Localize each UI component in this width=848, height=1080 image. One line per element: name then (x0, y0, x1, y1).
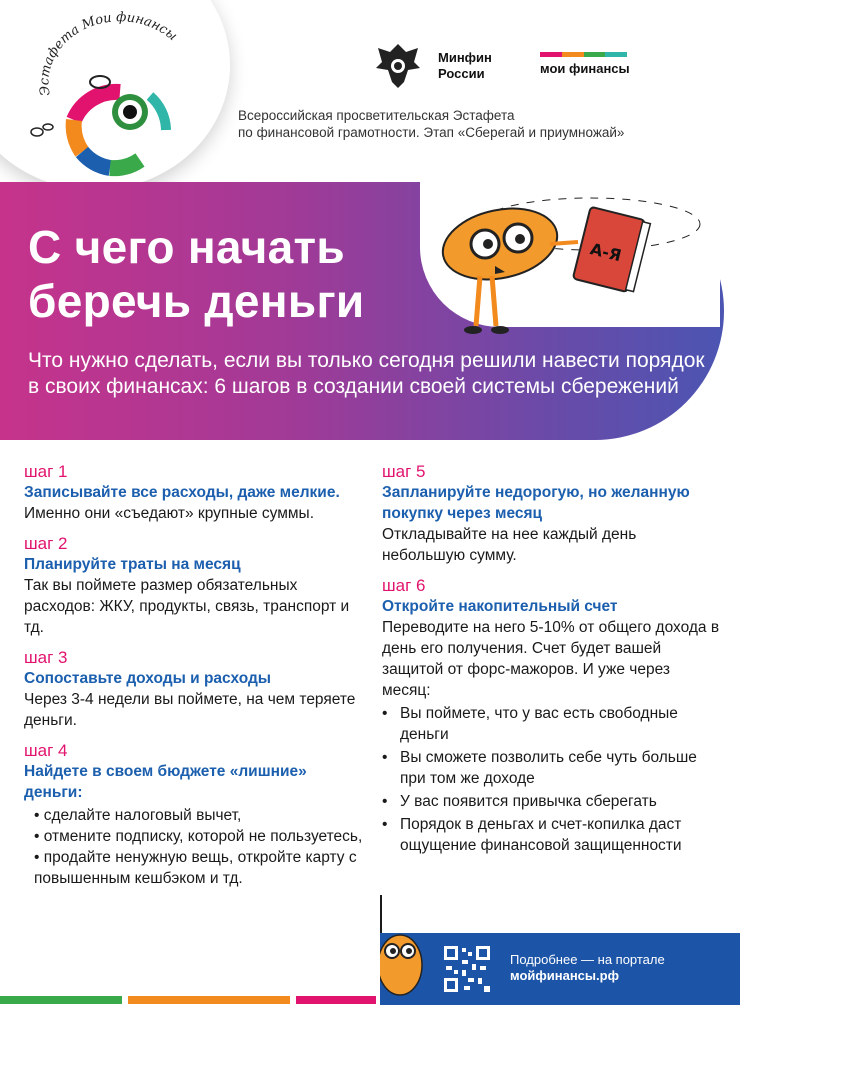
title-line1: С чего начать (28, 221, 345, 273)
promo-line1: Подробнее — на портале (510, 952, 665, 967)
coin-mascot-illustration (440, 184, 710, 344)
steps-right-column (382, 462, 722, 866)
list-item: • продайте ненужную вещь, откройте карту с повышенным кешбэком и тд. (34, 849, 357, 887)
step-2-body: Так вы поймете размер обязательных расходов: ЖКУ, продукты, связь, транспорт и тд. (24, 577, 350, 636)
list-item: • Вы поймете, что у вас есть свободные деньги (382, 703, 722, 745)
step-3 (24, 648, 364, 731)
eagle-emblem-icon (370, 38, 426, 92)
step-4 (24, 741, 364, 889)
step-1-text (24, 482, 364, 524)
moi-finansy-logo (540, 52, 650, 77)
minfin-label: Минфин России (438, 50, 492, 81)
step-1 (24, 462, 364, 524)
list-item: • У вас появится привычка сберегать (382, 791, 722, 812)
qr-code-icon[interactable] (442, 944, 492, 994)
step-6-label: шаг 6 (382, 576, 426, 595)
step-5-label: шаг 5 (382, 462, 426, 481)
tagline-line2: по финансовой грамотности. Этап «Сберегай и приумножай» (238, 125, 625, 140)
step-1-heading: Записывайте все расходы, даже мелкие. (24, 484, 340, 501)
step-3-body: Через 3-4 недели вы поймете, на чем теряете деньги. (24, 691, 356, 729)
step-5-heading: Запланируйте недорогую, но желанную покупку через месяц (382, 484, 690, 522)
step-4-label: шаг 4 (24, 741, 68, 760)
list-item: • Порядок в деньгах и счет-копилка даст ощущение финансовой защищенности (382, 814, 722, 856)
book-label: А-Я (588, 239, 624, 266)
step-3-heading: Сопоставьте доходы и расходы (24, 670, 272, 687)
step-4-heading: Найдете в своем бюджете «лишние» деньги: (24, 763, 307, 801)
step-4-list (24, 805, 364, 889)
relay-logo (0, 0, 240, 180)
portal-link[interactable]: мойфинансы.рф (510, 968, 619, 983)
step-5-body: Откладывайте на нее каждый день небольшую сумму. (382, 526, 637, 564)
color-bars (0, 996, 376, 1004)
step-6-list (382, 703, 722, 856)
list-item: • отмените подписку, которой не пользуетесь, (34, 828, 363, 845)
page-subtitle: Что нужно сделать, если вы только сегодня решили навести порядок в своих финансах: 6 шагов в создании своей системы сбережений (28, 349, 705, 398)
title-line2: беречь деньги (28, 275, 365, 327)
page-title (28, 220, 448, 328)
step-1-body: Именно они «съедают» крупные суммы. (24, 505, 315, 522)
list-item: • Вы сможете позволить себе чуть больше при том же доходе (382, 747, 722, 789)
coin-mascot-icon (380, 925, 428, 997)
step-1-label: шаг 1 (24, 462, 68, 481)
relay-logo-text: Эстафета Мои финансы (37, 10, 180, 97)
steps-left-column (24, 462, 364, 899)
step-3-label: шаг 3 (24, 648, 68, 667)
step-2-label: шаг 2 (24, 534, 68, 553)
moi-finansy-label: мои финансы (540, 61, 630, 76)
step-6-body: Переводите на него 5-10% от общего дохода в день его получения. Счет будет вашей защитой от форс-мажоров. И уже через месяц: (382, 619, 720, 699)
tagline-line1: Всероссийская просветительская Эстафета (238, 108, 515, 123)
list-item: • сделайте налоговый вычет, (34, 807, 242, 824)
step-2-heading: Планируйте траты на месяц (24, 556, 241, 573)
step-2 (24, 534, 364, 638)
tagline (238, 107, 718, 141)
step-5 (382, 462, 722, 566)
promo-text (510, 952, 665, 984)
step-6-heading: Откройте накопительный счет (382, 598, 618, 615)
moi-finansy-bar (540, 52, 627, 57)
step-6 (382, 576, 722, 856)
